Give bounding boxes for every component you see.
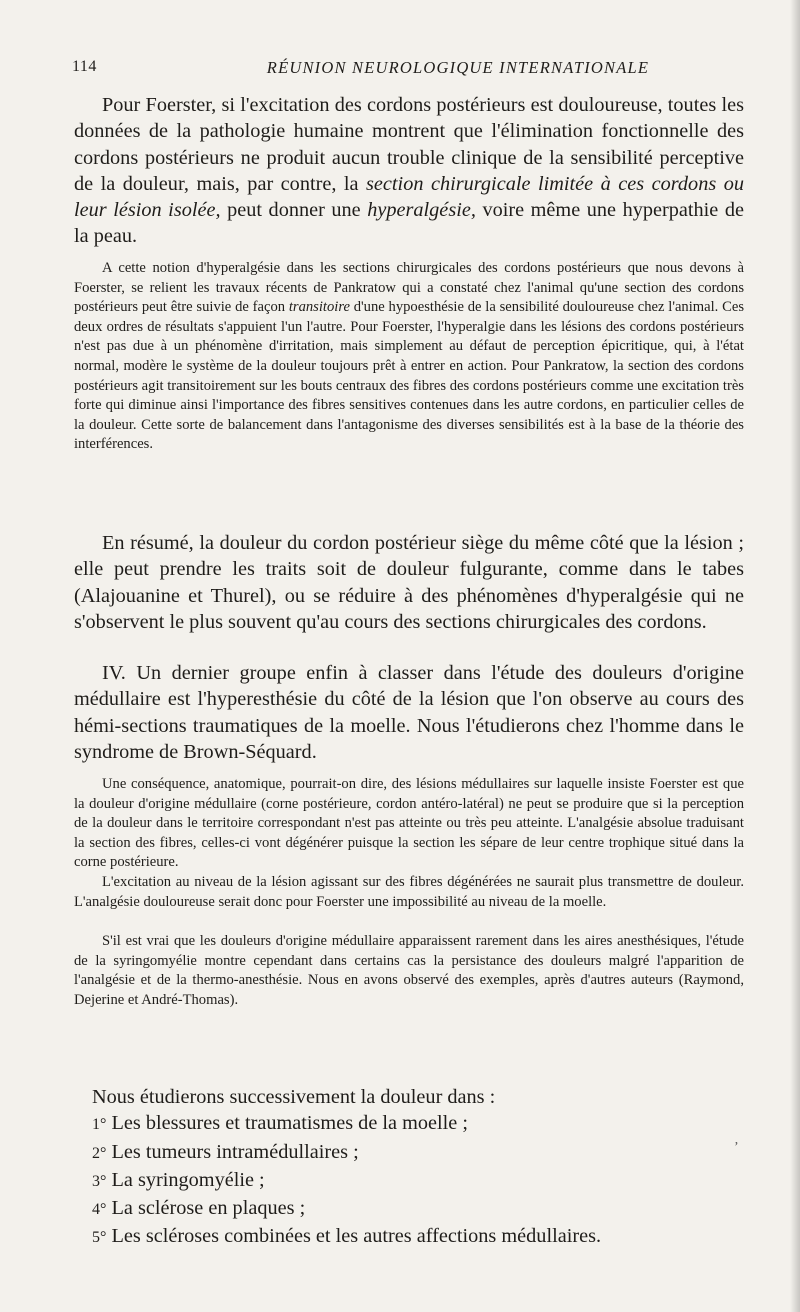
italic-phrase-hyperalgesie: hyperalgésie, <box>367 199 476 222</box>
page-header <box>72 58 744 80</box>
margin-mark: ʼ <box>734 1140 739 1155</box>
running-head: RÉUNION NEUROLOGIQUE INTERNATIONALE <box>266 58 650 77</box>
list-item: 5° Les scléroses combinées et les autres affections médullaires. <box>92 1225 602 1248</box>
list-item: 2° Les tumeurs intramédullaires ; <box>92 1140 359 1163</box>
list-intro: Nous étudierons successivement la douleur dans : <box>92 1086 496 1108</box>
list-item: 3° La syringomyélie ; <box>92 1168 265 1191</box>
italic-word-transitoire: transitoire <box>288 299 350 316</box>
page-edge-shadow <box>790 0 800 1312</box>
paragraph-resume: En résumé, la douleur du cordon postérieur siège du même côté que la lésion ; elle peut prendre les traits soit de douleur fulgurante, comme dans le tabes (Alajouanine et Thurel), ou se réduire à des phénomènes d'hyperalgésie qui ne s'observent le plus souvent qu'au cours des sections chirurgicales des cordons. <box>74 532 744 633</box>
paragraph-syringomyelie: S'il est vrai que les douleurs d'origine médullaire apparaissent rarement dans les aires anesthésiques, l'étude de la syringomyélie montre cependant dans certains cas la persistance des douleurs malgré l'apparition de l'analgésie et de la thermo-anesthésie. Nous en avons observé des exemples, après d'autres auteurs (Raymond, Dejerine et André-Thomas). <box>74 933 744 1008</box>
page-number: 114 <box>72 58 97 75</box>
paragraph-consequence: Une conséquence, anatomique, pourrait-on dire, des lésions médullaires sur laquelle insiste Foerster est que la douleur d'origine médullaire (corne postérieure, cordon antéro-latéral) ne peut se produire que si la perception de la douleur dans le territoire correspondant n'est pas atteinte ou très peu atteinte. L'analgésie absolue traduisant la section des fibres, celles-ci vont dégénérer puisque la section les sépare de leur centre trophique situé dans la corne postérieure. <box>74 776 744 871</box>
italic-phrase-section: section chirurgicale limitée à ces cordons ou leur lésion isolée, <box>74 172 744 222</box>
paragraph-excitation: L'excitation au niveau de la lésion agissant sur des fibres dégénérées ne saurait plus transmettre de douleur. L'analgésie douloureuse serait donc pour Foerster une impossibilité au niveau de la moelle. <box>74 874 744 910</box>
paragraph-pankratow: A cette notion d'hyperalgésie dans les sections chirurgicales des cordons postérieurs que nous devons à Foerster, se relient les travaux récents de Pankratow qui a constaté chez l'animal qu'une section des cordons postérieurs peut être suivie de façon transitoire d'une hypoesthésie de la sensibilité douloureuse chez l'animal. Ces deux ordres de résultats s'appuient l'un l'autre. Pour Foerster, l'hyperalgie dans les lésions des cordons postérieurs n'est pas due à un phénomène d'irritation, mais simplement au défaut de perception épicritique, qui, à l'état normal, modère le système de la douleur toujours prêt à entrer en action. Pour Pankratow, la section des cordons postérieurs agit transitoirement sur les bouts centraux des fibres des cordons postérieurs comme une excitation très forte qui diminue ainsi l'importance des fibres sensitives contenues dans les autre cordons, en particulier celles de la douleur. Cette sorte de balancement dans l'antagonisme des diverses sensibilités est à la base de la théorie des interférences. <box>74 260 744 453</box>
paragraph-section-iv: IV. Un dernier groupe enfin à classer dans l'étude des douleurs d'origine médullaire est l'hyperesthésie du côté de la lésion que l'on observe au cours des hémi-sections traumatiques de la moelle. Nous l'étudierons chez l'homme dans le syndrome de Brown-Séquard. <box>74 662 744 763</box>
list-item: 4° La sclérose en plaques ; <box>92 1197 306 1220</box>
list-item: 1° Les blessures et traumatismes de la moelle ; <box>92 1112 468 1135</box>
paragraph-foerster-hyperalgesia: Pour Foerster, si l'excitation des cordons postérieurs est douloureuse, toutes les données de la pathologie humaine montrent que l'élimination fonctionnelle des cordons postérieurs ne produit aucun trouble clinique de la sensibilité perceptive de la douleur, mais, par contre, la section chirurgicale limitée à ces cordons ou leur lésion isolée, peut donner une hyperalgésie, voire même une hyperpathie de la peau. <box>74 94 744 248</box>
topic-list <box>92 1084 732 1252</box>
